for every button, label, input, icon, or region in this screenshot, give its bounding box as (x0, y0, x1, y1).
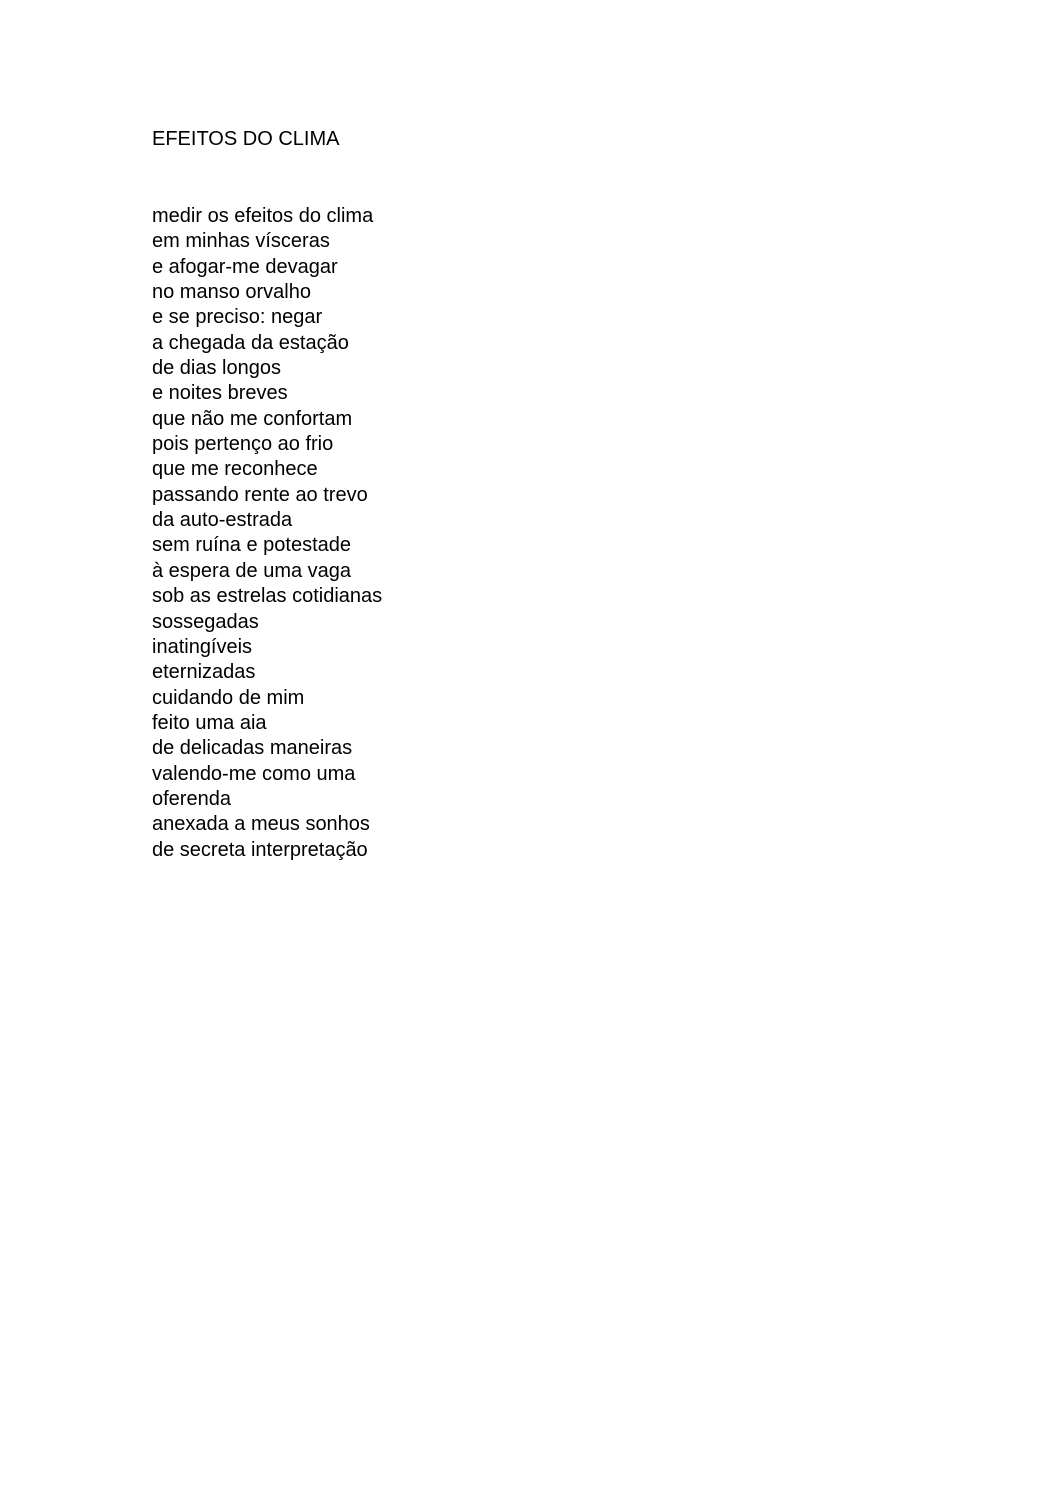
poem-line: à espera de uma vaga (152, 559, 352, 582)
poem-line: oferenda (152, 787, 231, 810)
poem-line: de dias longos (152, 357, 281, 380)
poem-line: e se preciso: negar (152, 306, 323, 329)
poem-line: da auto-estrada (152, 509, 293, 532)
poem-line: pois pertenço ao frio (152, 433, 334, 456)
poem-line: de delicadas maneiras (152, 737, 353, 760)
poem-body (152, 204, 382, 863)
poem-line: de secreta interpretação (152, 838, 368, 861)
poem-line: medir os efeitos do clima (152, 205, 374, 227)
poem-line: passando rente ao trevo (152, 483, 368, 506)
poem-line: sob as estrelas cotidianas (152, 585, 383, 608)
poem-line: sossegadas (152, 610, 259, 633)
poem-line: e noites breves (152, 382, 288, 405)
poem-line: no manso orvalho (152, 281, 311, 304)
poem-line: que não me confortam (152, 407, 353, 430)
poem-line: e afogar-me devagar (152, 255, 338, 278)
poem-line: em minhas vísceras (152, 230, 330, 253)
poem-line: feito uma aia (152, 711, 267, 734)
poem-line: a chegada da estação (152, 331, 349, 354)
poem-line: eternizadas (152, 661, 256, 684)
poem-line: que me reconhece (152, 458, 318, 481)
poem-line: inatingíveis (152, 635, 253, 658)
poem-title: EFEITOS DO CLIMA (152, 128, 340, 150)
poem-line: valendo-me como uma (152, 762, 356, 785)
poem-line: cuidando de mim (152, 686, 305, 709)
poem-line: anexada a meus sonhos (152, 813, 370, 836)
poem-line: sem ruína e potestade (152, 534, 352, 557)
